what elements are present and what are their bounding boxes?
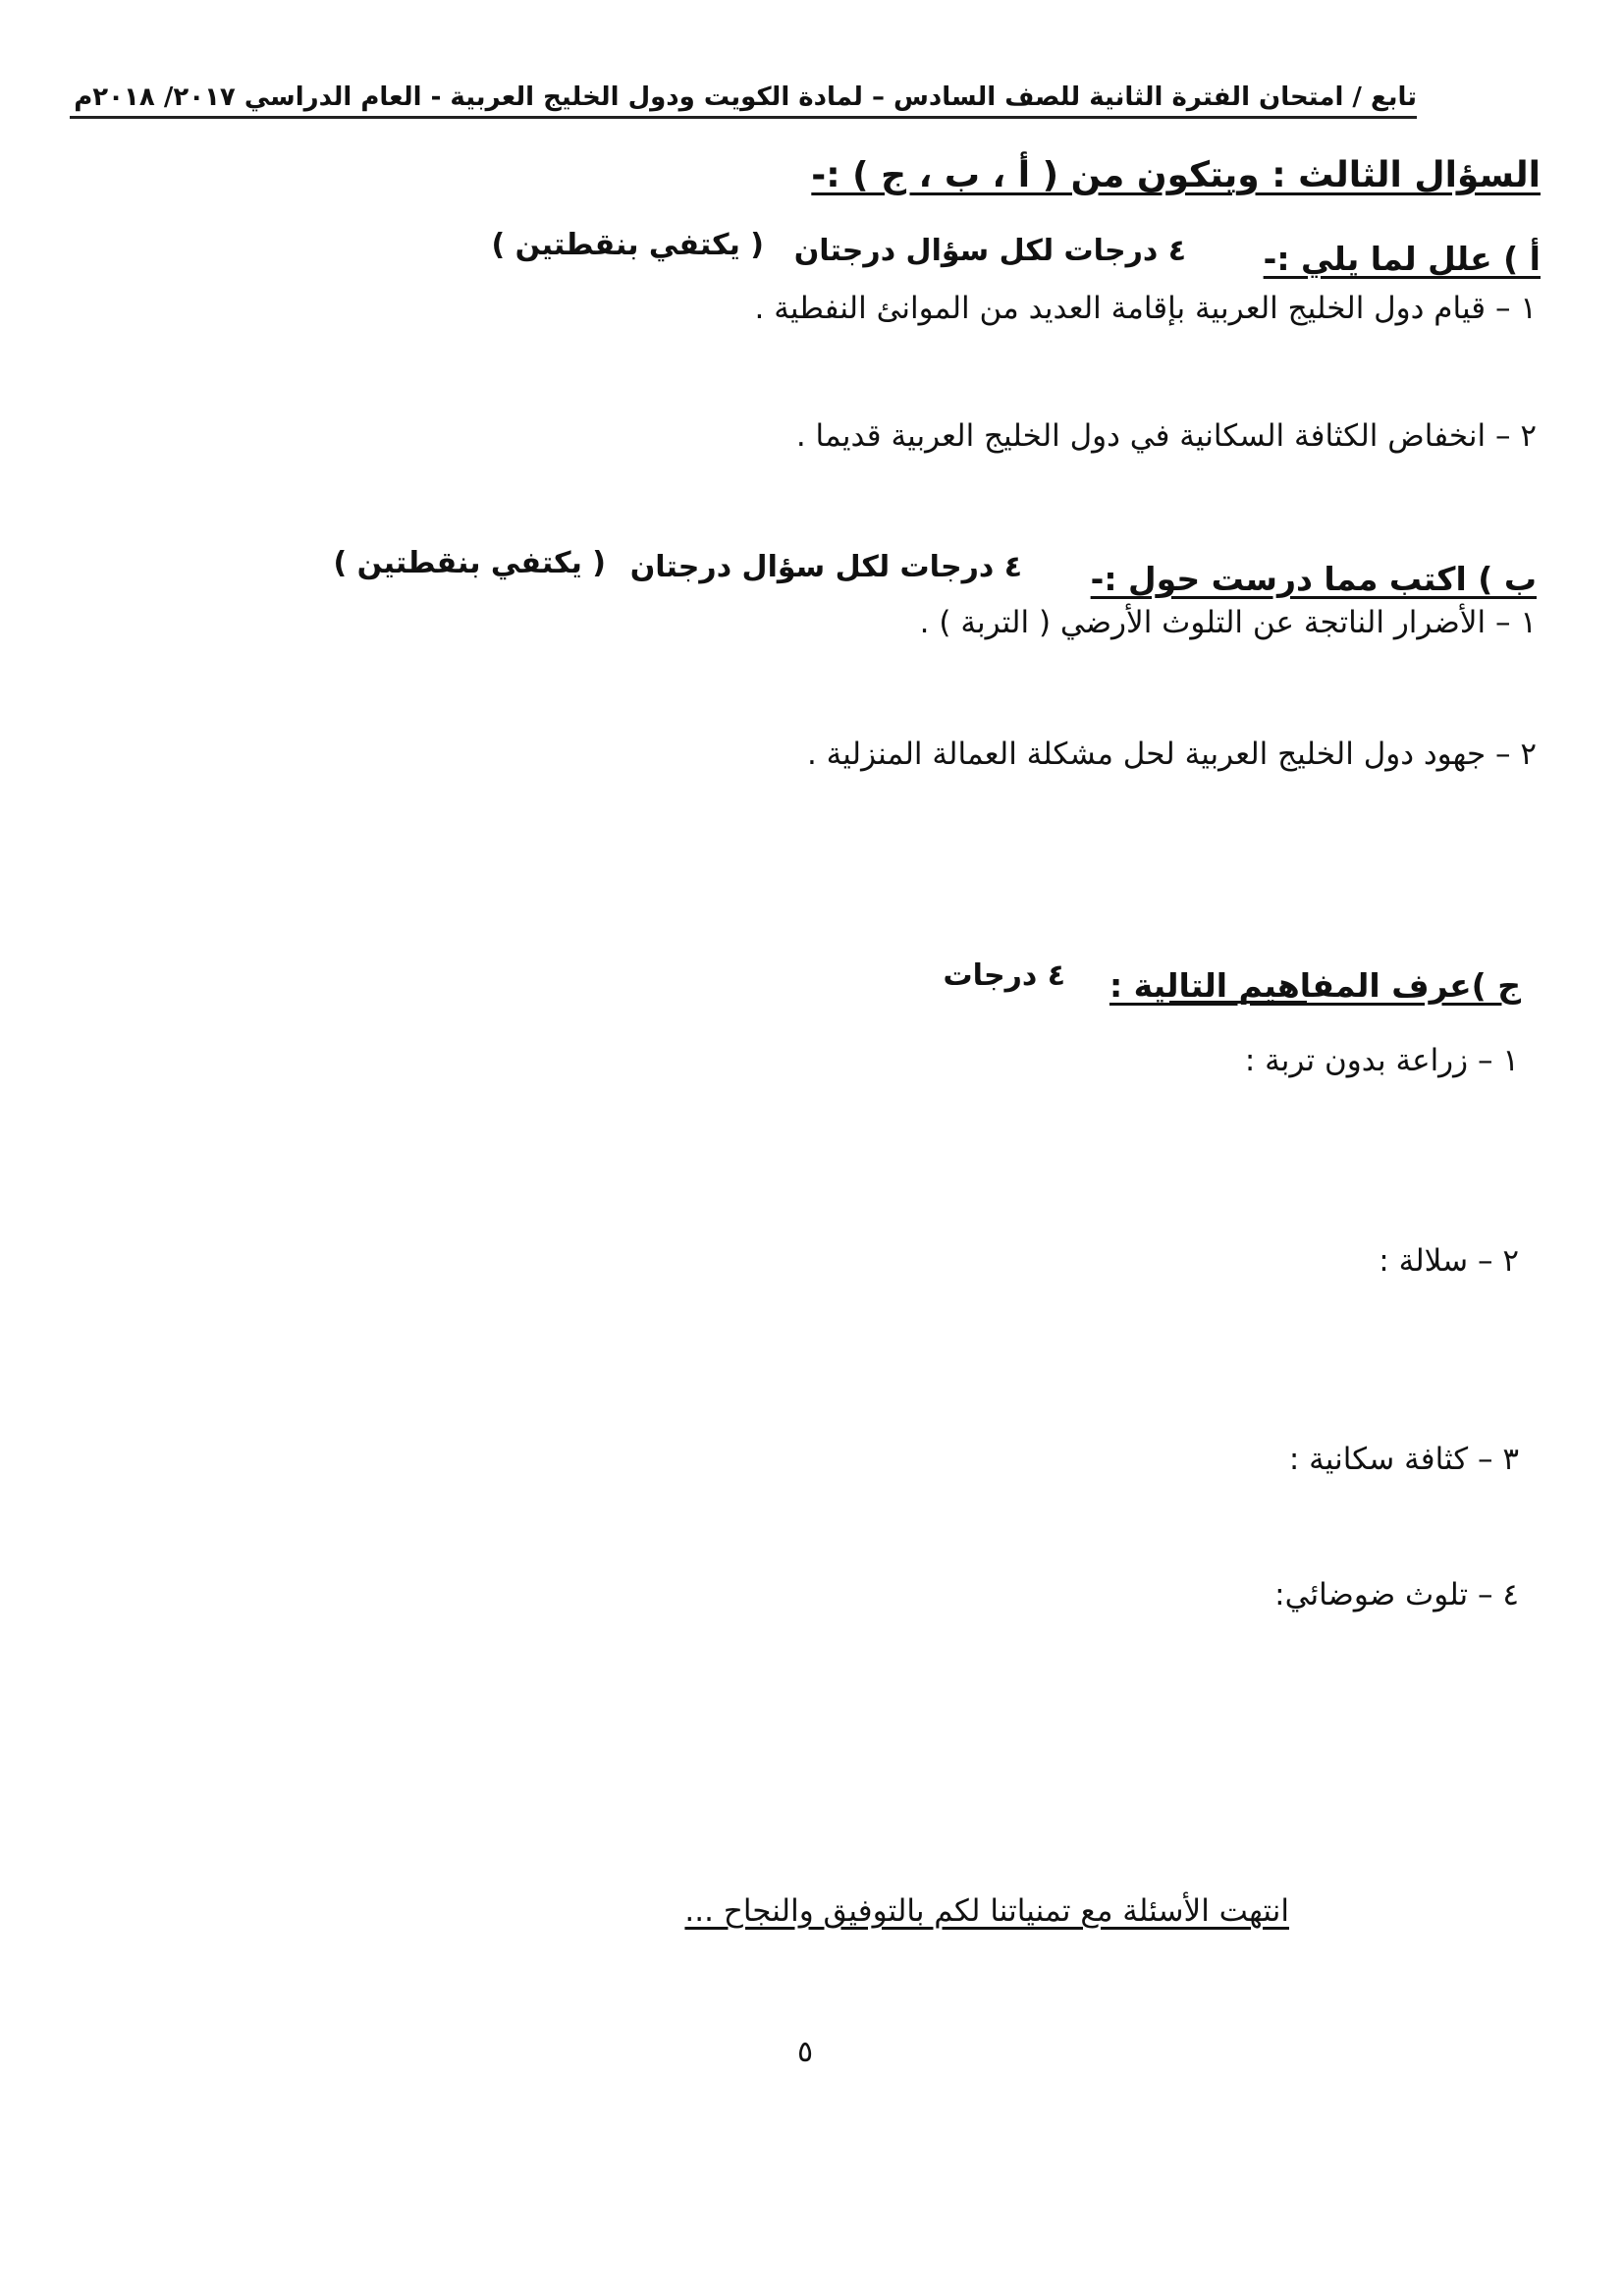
definition-item-4: ٤ – تلوث ضوضائي: (1274, 1577, 1519, 1613)
section-b-item-2: ٢ – جهود دول الخليج العربية لحل مشكلة العمالة المنزلية . (806, 737, 1537, 772)
closing-message: انتهت الأسئلة مع تمنياتنا لكم بالتوفيق والنجاح ... (684, 1893, 1289, 1929)
section-b-note: ( يكتفي بنقطتين ) (333, 546, 606, 580)
section-a-item-2: ٢ – انخفاض الكثافة السكانية في دول الخليج العربية قديما . (795, 418, 1537, 454)
section-a-note: ( يكتفي بنقطتين ) (491, 228, 764, 262)
definition-item-2: ٢ – سلالة : (1379, 1243, 1519, 1279)
page-number: ٥ (797, 2035, 814, 2069)
section-c-title: ج )عرف المفاهيم التالية : (1109, 966, 1521, 1005)
section-c-score: ٤ درجات (943, 958, 1065, 993)
question-three-title: السؤال الثالث : ويتكون من ( أ ، ب ، ج ) :- (811, 155, 1541, 195)
section-b-score: ٤ درجات لكل سؤال درجتان (629, 550, 1022, 584)
section-b-item-1: ١ – الأضرار الناتجة عن التلوث الأرضي ( التربة ) . (919, 605, 1537, 640)
section-b-title: ب ) اكتب مما درست حول :- (1090, 560, 1537, 598)
section-a-score: ٤ درجات لكل سؤال درجتان (793, 234, 1186, 268)
definition-item-3: ٣ – كثافة سكانية : (1288, 1442, 1519, 1477)
exam-header: تابع / امتحان الفترة الثانية للصف السادس – لمادة الكويت ودول الخليج العربية - العام الدراسي ٢٠١٧/ ٢٠١٨م (70, 82, 1417, 119)
section-a-title: أ ) علل لما يلي :- (1263, 240, 1541, 278)
section-a-item-1: ١ – قيام دول الخليج العربية بإقامة العديد من الموانئ النفطية . (754, 291, 1537, 326)
definition-item-1: ١ – زراعة بدون تربة : (1244, 1043, 1519, 1078)
section-c-title-underline (1169, 1001, 1307, 1004)
